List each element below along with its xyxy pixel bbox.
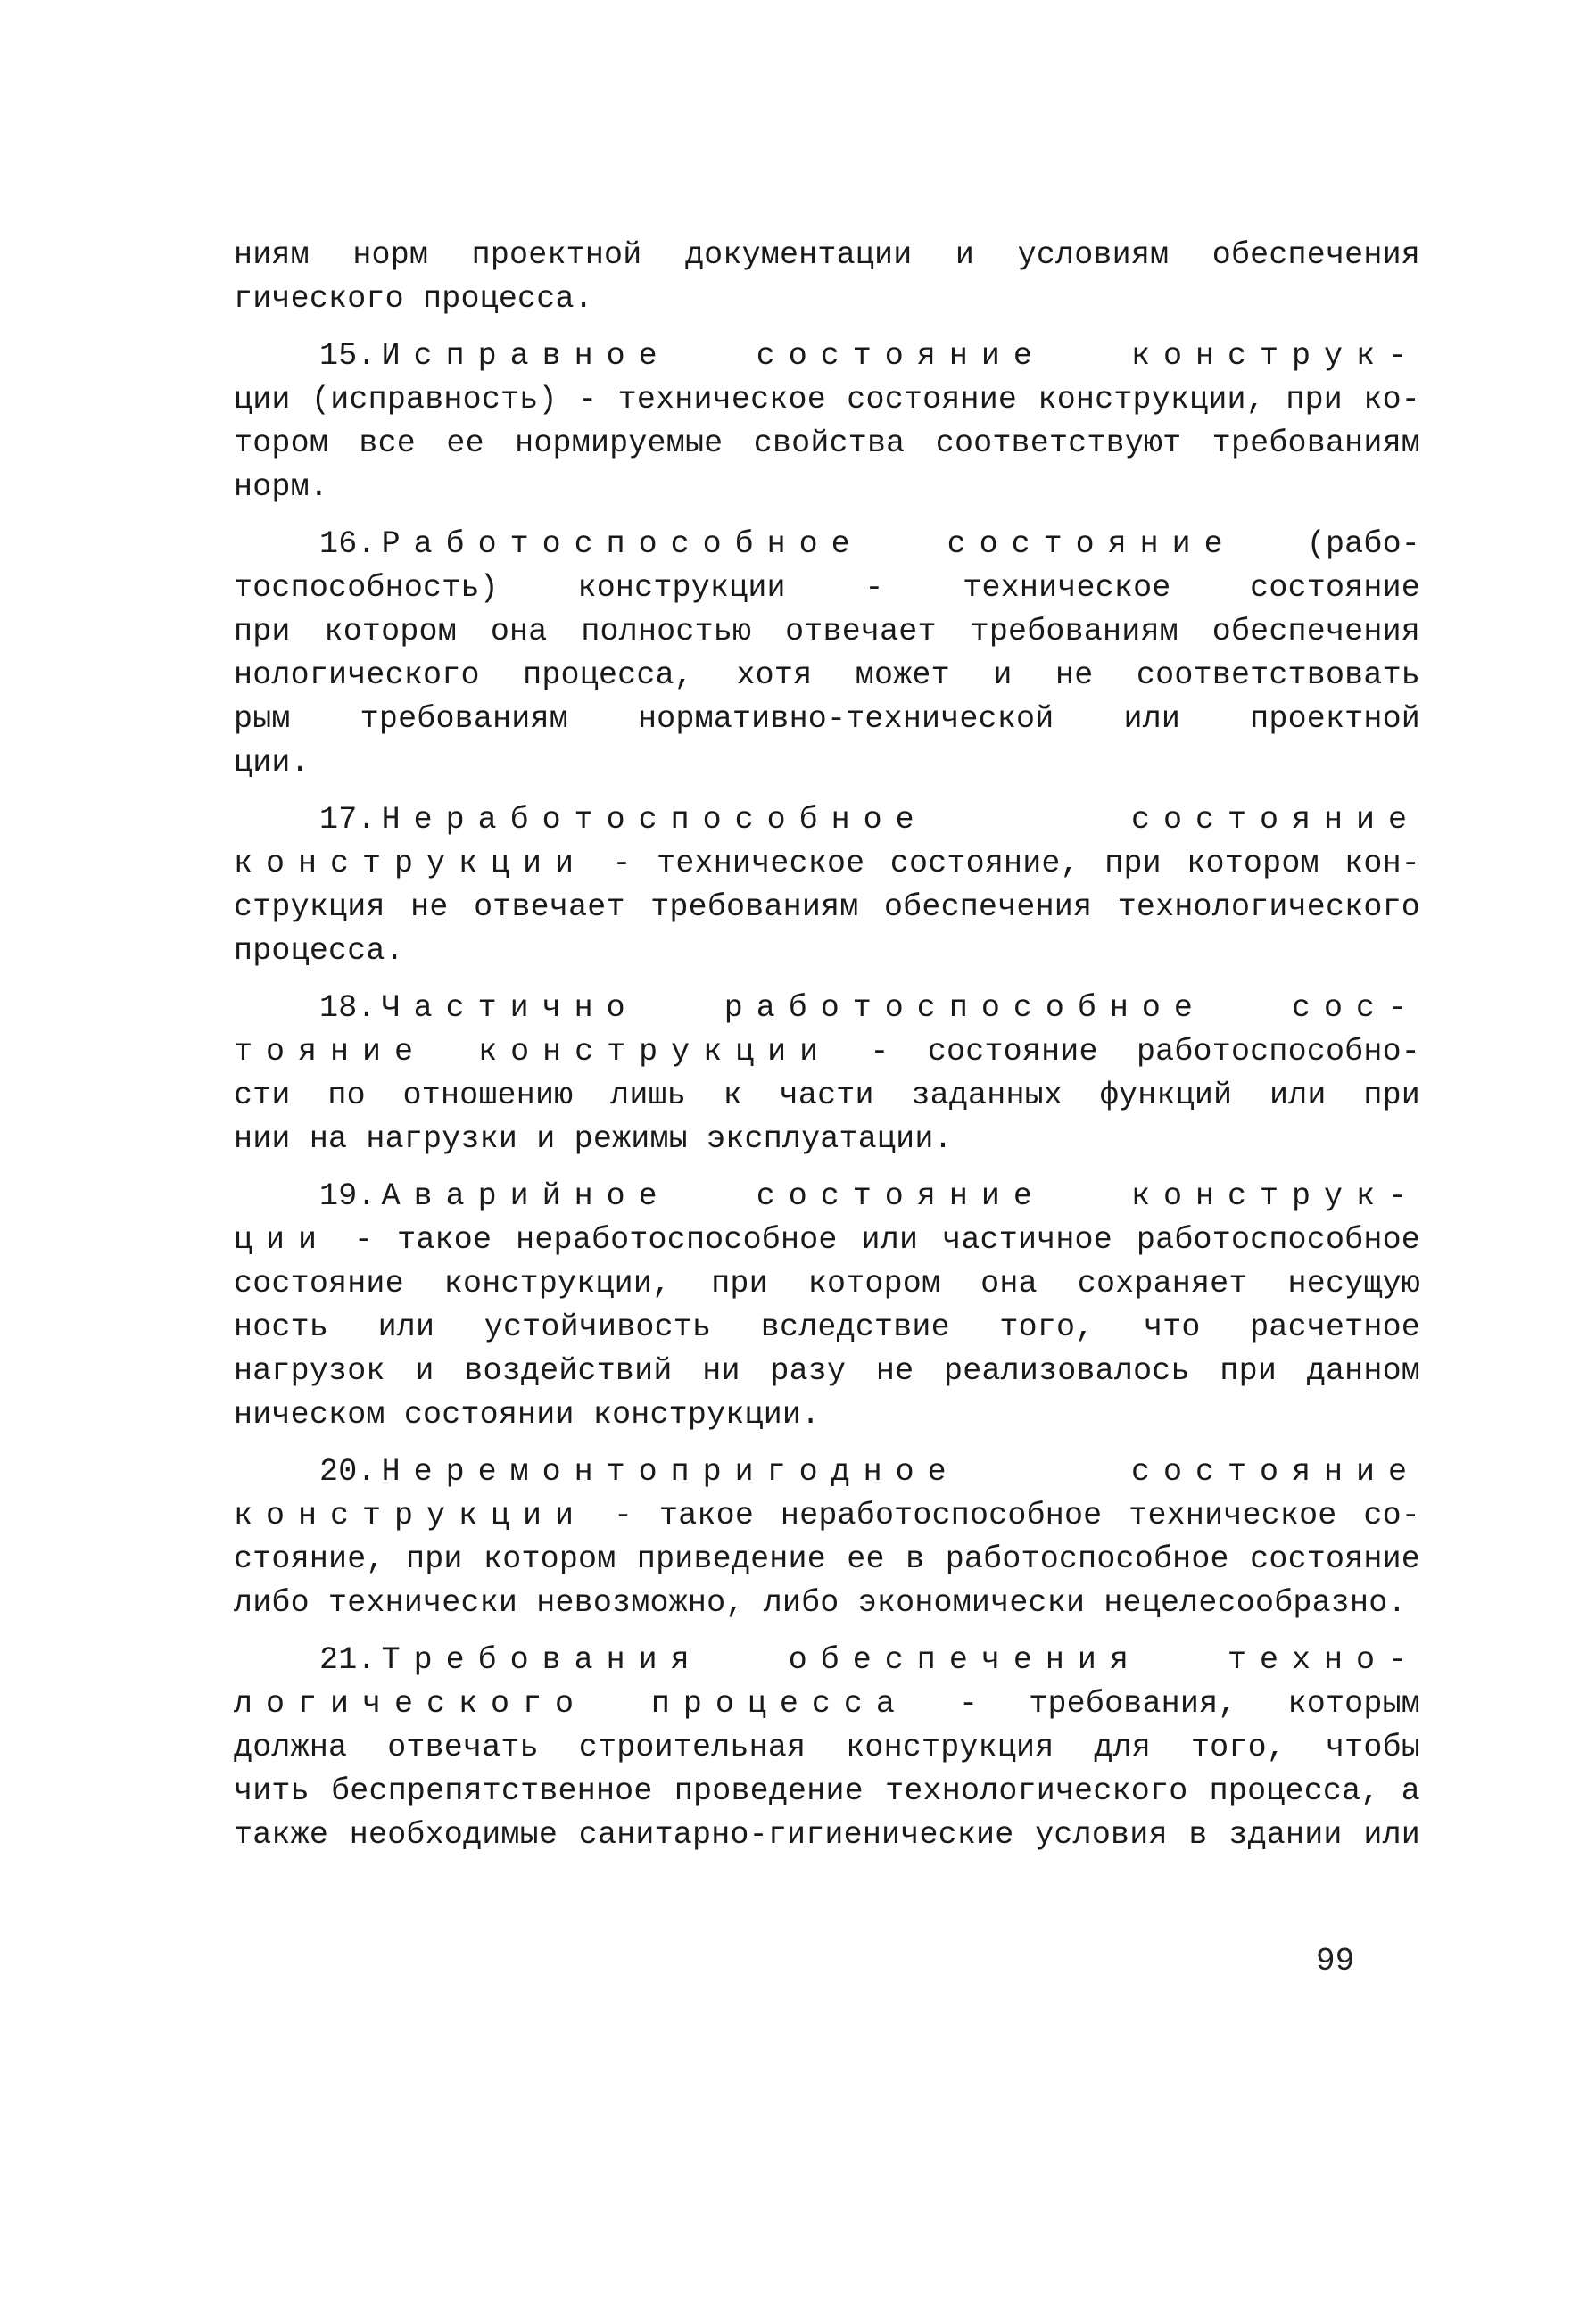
- text-line: тором все ее нормируемые свойства соответствуют требованиям: [234, 426, 1420, 461]
- item-number: 15.: [319, 338, 376, 374]
- text-line: стояние, при котором приведение ее в работоспособное состояние: [234, 1541, 1420, 1577]
- defined-term-continuation: конструкции: [234, 1498, 588, 1533]
- text-line: состояние конструкции, при котором она сохраняет несущую: [234, 1266, 1420, 1301]
- text-line: ции.: [234, 745, 310, 781]
- definition-first-line: [234, 987, 1420, 1030]
- page-number: 99: [1316, 1943, 1355, 1979]
- text-line: процесса.: [234, 933, 404, 969]
- text-line: нагрузок и воздействий ни разу не реализовалось при данном: [234, 1353, 1420, 1389]
- definition-second-line: [234, 1219, 1420, 1262]
- defined-term-continuation: тояние конструкции: [234, 1034, 832, 1070]
- document-body: [234, 234, 1420, 1857]
- item-number: 21.: [319, 1642, 376, 1678]
- defined-term: Исправное состояние конструк-: [381, 338, 1420, 374]
- definition-item-19: [234, 1175, 1420, 1437]
- definition-text: - такое неработоспособное техническое со-: [613, 1498, 1420, 1533]
- text-line: при котором она полностью отвечает требованиям обеспечения: [234, 614, 1420, 649]
- text-line: ниям норм проектной документации и условиям обеспечения: [234, 237, 1420, 273]
- definition-second-line: [234, 1682, 1420, 1726]
- definition-item-18: [234, 987, 1420, 1161]
- definition-text: - состояние работоспособно-: [870, 1034, 1420, 1070]
- definition-item-20: [234, 1450, 1420, 1625]
- defined-term-continuation: конструкции: [234, 846, 588, 881]
- definition-item-17: [234, 798, 1420, 973]
- text-line: ническом состоянии конструкции.: [234, 1397, 821, 1433]
- text-line: тоспособность) конструкции - техническое состояние: [234, 570, 1420, 606]
- item-number: 17.: [319, 802, 376, 838]
- definition-first-line: [234, 1175, 1420, 1219]
- text-line: сти по отношению лишь к части заданных функций или при: [234, 1078, 1420, 1113]
- definition-first-line: [234, 523, 1420, 566]
- text-line: чить беспрепятственное проведение технологического процесса, а: [234, 1773, 1420, 1809]
- definition-first-line: [234, 1639, 1420, 1682]
- text-line: также необходимые санитарно-гигиенические условия в здании или: [234, 1817, 1420, 1853]
- definition-text: - такое неработоспособное или частичное работоспособное: [353, 1222, 1420, 1258]
- definition-text: - техническое состояние, при котором кон-: [612, 846, 1420, 881]
- defined-term: Неработоспособное состояние: [381, 802, 1420, 838]
- text-line: нологического процесса, хотя может и не соответствовать: [234, 657, 1420, 693]
- text-line: ность или устойчивость вследствие того, что расчетное: [234, 1310, 1420, 1345]
- defined-term: Неремонтопригодное состояние: [381, 1454, 1420, 1490]
- definition-text: - требования, которым: [959, 1686, 1420, 1722]
- text-line: гического процесса.: [234, 281, 593, 317]
- definition-item-21: [234, 1639, 1420, 1857]
- text-line: норм.: [234, 469, 329, 505]
- text-line: нии на нагрузки и режимы эксплуатации.: [234, 1121, 953, 1157]
- text-line: ции (исправность) - техническое состояние конструкции, при ко-: [234, 382, 1420, 417]
- definition-first-line: [234, 1450, 1420, 1494]
- definition-second-line: [234, 842, 1420, 886]
- definition-second-line: [234, 1494, 1420, 1538]
- item-number: 19.: [319, 1178, 376, 1214]
- definition-second-line: [234, 1030, 1420, 1074]
- text-line: либо технически невозможно, либо экономически нецелесообразно.: [234, 1585, 1407, 1621]
- item-number: 20.: [319, 1454, 376, 1490]
- text-line: рым требованиям нормативно-технической или проектной: [234, 701, 1420, 737]
- item-number: 16.: [319, 526, 376, 562]
- defined-term: Аварийное состояние конструк-: [381, 1178, 1420, 1214]
- definition-item-15: [234, 335, 1420, 509]
- item-number: 18.: [319, 990, 376, 1026]
- definition-item-16: [234, 523, 1420, 785]
- text-line: должна отвечать строительная конструкция для того, чтобы: [234, 1730, 1420, 1765]
- definition-first-line: [234, 798, 1420, 842]
- text-line: струкция не отвечает требованиям обеспечения технологического: [234, 889, 1420, 925]
- defined-term-continuation: логического процесса: [234, 1686, 908, 1722]
- defined-term: Требования обеспечения техно-: [381, 1642, 1420, 1678]
- definition-first-line: [234, 335, 1420, 378]
- term-continuation: (рабо-: [1306, 526, 1420, 562]
- defined-term-continuation: ции: [234, 1222, 331, 1258]
- defined-term: Работоспособное состояние: [381, 526, 1236, 562]
- defined-term: Частично работоспособное сос-: [381, 990, 1420, 1026]
